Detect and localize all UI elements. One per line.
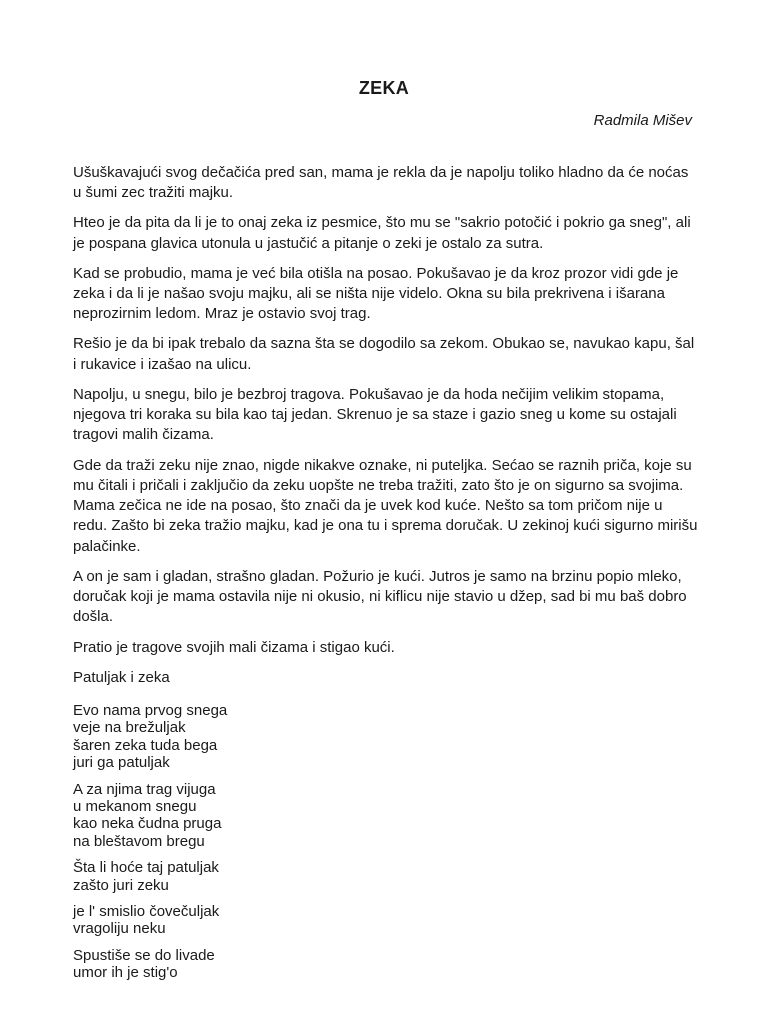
paragraph-line: Hteo je da pita da li je to onaj zeka iz pesmice, što mu se "sakrio potočić i pokrio ga sneg", (73, 214, 672, 232)
paragraph-line: ostajali tragovi malih čizama. (73, 406, 677, 444)
poem-line: Spustiše se do livade (73, 946, 215, 964)
paragraph-line: baš dobro došla. (73, 588, 687, 626)
story-paragraph (73, 163, 698, 204)
paragraph-line: ali je pospana glavica utonula u jastučić a pitanje o zeki je ostalo za sutra. (73, 214, 691, 252)
paragraph-line: njegova tri koraka su bila kao taj jedan. Skrenuo je sa staze i gazio sneg u kome su (73, 406, 626, 424)
paragraph-line: je zeka i da li je našao svoju majku, ali se ništa nije videlo. Okna su bila prekrivena i (73, 264, 679, 303)
paragraph-line: noćas u šumi zec tražiti majku. (73, 164, 689, 202)
poem-title: Patuljak i zeka (73, 668, 170, 686)
paragraph-line: šal i rukavice i izašao na ulicu. (73, 335, 695, 373)
poem-line: šaren zeka tuda bega (73, 736, 218, 754)
story-paragraph (73, 638, 698, 658)
poem-stanza (73, 859, 698, 894)
paragraph-line: išarana neprozirnim ledom. Mraz je ostavio svoj trag. (73, 285, 665, 323)
poem-stanza (73, 781, 698, 851)
story-paragraph (73, 264, 698, 325)
paragraph-line: A on je sam i gladan, strašno gladan. Požurio je kući. Jutros je samo na brzinu popio (73, 567, 634, 585)
story-body (73, 163, 698, 991)
author-name: Radmila Mišev (593, 112, 692, 129)
paragraph-line: Napolju, u snegu, bilo je bezbroj tragova. Pokušavao je da hoda nečijim velikim stopama, (73, 385, 665, 403)
paragraph-line: kući sigurno mirišu palačinke. (73, 517, 698, 555)
poem-line: je l' smislio čovečuljak (73, 902, 220, 920)
poem-line: veje na brežuljak (73, 719, 186, 737)
paragraph-line: Gde da traži zeku nije znao, nigde nikakve oznake, ni puteljka. Sećao se raznih priča, koje (73, 456, 672, 474)
paragraph-line: Ušuškavajući svog dečačića pred san, mama je rekla da je napolju toliko hladno da će (73, 164, 645, 181)
poem (73, 702, 698, 982)
story-paragraph (73, 456, 698, 557)
paragraph-line: Pratio je tragove svojih mali čizama i stigao kući. (73, 638, 395, 656)
poem-stanza (73, 702, 698, 772)
paragraph-line: su mu čitali i pričali i zaključio da zeku uopšte ne treba tražiti, zato što je on sigurno sa (73, 456, 692, 494)
paragraph-line: mleko, doručak koji je mama ostavila nije ni okusio, ni kiflicu nije stavio u džep, sad bi mu (73, 567, 682, 606)
poem-line: vragoliju neku (73, 920, 166, 938)
poem-line: Evo nama prvog snega (73, 701, 228, 719)
paragraph-line: Rešio je da bi ipak trebalo da sazna šta se dogodilo sa zekom. Obukao se, navukao kapu, (73, 335, 671, 353)
document-title: ZEKA (358, 78, 410, 98)
story-paragraph (73, 213, 698, 254)
story-paragraphs (73, 163, 698, 658)
poem-line: juri ga patuljak (73, 754, 170, 772)
poem-stanza (73, 903, 698, 938)
paragraph-line: Kad se probudio, mama je već bila otišla na posao. Pokušavao je da kroz prozor vidi gde (73, 264, 663, 282)
poem-line: zašto juri zeku (73, 876, 169, 894)
paragraph-line: svojima. Mama zečica ne ide na posao, što znači da je uvek kod kuće. Nešto sa tom (73, 476, 684, 515)
poem-line: na bleštavom bregu (73, 832, 205, 850)
poem-line: u mekanom snegu (73, 797, 197, 815)
story-paragraph (73, 385, 698, 446)
poem-stanza (73, 947, 698, 982)
poem-line: A za njima trag vijuga (73, 780, 216, 798)
story-paragraph (73, 334, 698, 375)
paragraph-line: pričom nije u redu. Zašto bi zeka tražio majku, kad je ona tu i sprema doručak. U zekinoj (73, 497, 663, 535)
poem-line: Šta li hoće taj patuljak (73, 859, 219, 877)
poem-line: umor ih je stig'o (73, 964, 178, 982)
poem-line: kao neka čudna pruga (73, 815, 222, 833)
story-paragraph (73, 567, 698, 628)
